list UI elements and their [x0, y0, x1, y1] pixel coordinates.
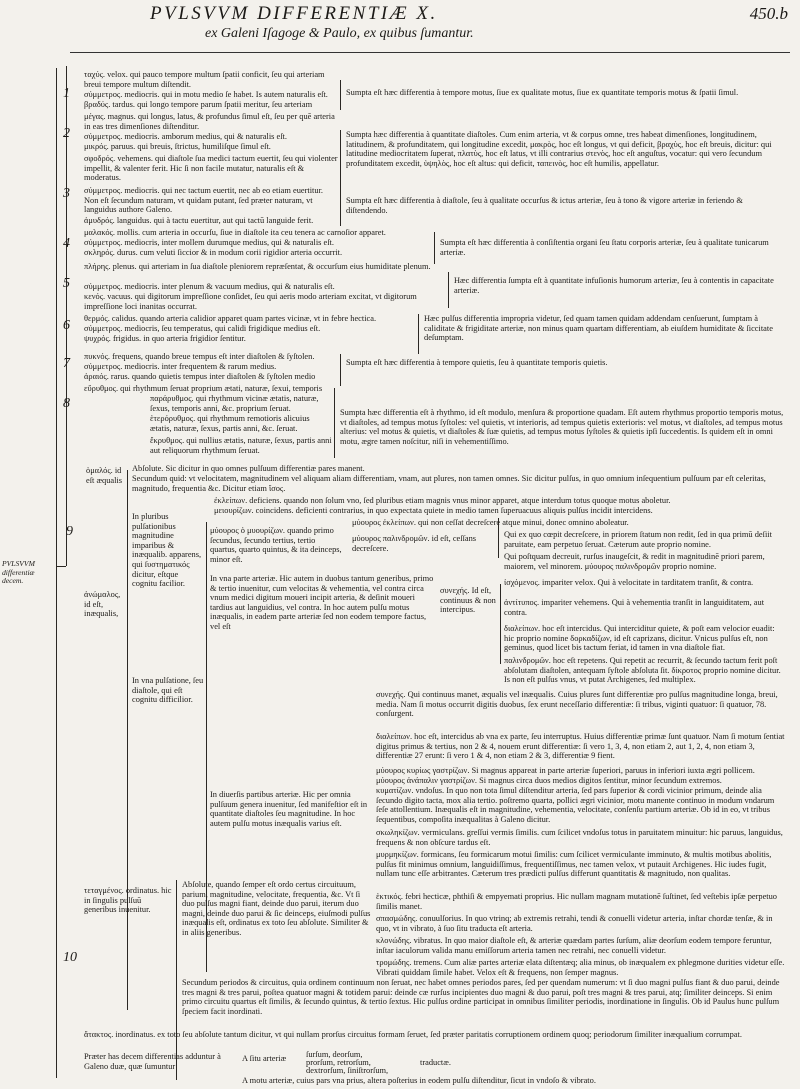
s9-pluribus: In pluribus pulſationibus magnitudine imparibus & inæqualib. apparens, qui ſυστηματικός dicitur, eſtque cognitu facilior.: [132, 512, 202, 589]
entry-velox: ταχύς. velox. qui pauco tempore multum ſpatii conficit, ſeu qui arteriam breui tempore multum diſtendit.: [84, 70, 325, 89]
s9-ischiomenos: ἰσχόμενος. impariter velox. Qui à velocitate in tarditatem tranſit, & contra.: [504, 578, 754, 587]
entry-ekrythmos: ἔκρυθμος. qui nullius ætatis, naturæ, ſexus, partis anni aut reliquorum rhythmum ſeruat.: [150, 436, 332, 455]
s9-una-pulsatione: In vna pulſatione, ſeu diaſtole, qui eſt cognitu difficilior.: [132, 676, 204, 705]
s9-continuus-note: Qui ex quo cœpit decreſcere, in priorem ſtatum non redit, ſed in qua primū deſiit paruitate, eam perpetuo ſeruat. Cæterum aute proprio nomine.: [504, 530, 772, 549]
s9-spasmodes: σπασμώδης. conuulſorius. In quo vtrinq; ab extremis retrahi, tendi & conuelli videtur arteria, inſtar chordæ tenſæ, & in quo, vt in vibrato, à ſuo ſitu traducta eſt arteria.: [376, 914, 773, 933]
entry-frequens: πυκνός. frequens, quando breue tempus eſt inter diaſtolen & ſyſtolen.: [84, 352, 315, 361]
s9-absolute: Abſolute. Sic dicitur in quo omnes pulſuum differentiæ pares manent.: [132, 464, 365, 473]
s9-myrmekizon: μυρμηκίζων. formicans, ſeu formicarum motui ſimilis: cum ſcilicet vermiculante imminuto, & multis motibus abolitis, pulſus fit minimus omnium, languidiſſimus, frequentiſſimus, nec tamen velox, vt putauit Archigenes. Hic iudes fugit, nullam tunc eſſe arbitrantes. Cæterum tres prædicti pulſus differunt quantitatis & magnitudo, non qualitas.: [376, 850, 772, 879]
entry-eurythmos: εὔρυθμος. qui rhythmum ſeruat proprium ætati, naturæ, ſexui, temporis: [84, 384, 323, 393]
footer-direction-1: ſurſum, deorſum,: [306, 1050, 363, 1059]
summary-1: Sumpta eſt hæc differentia à tempore motus, ſiue ex qualitate motus, ſiue ex quantitate temporis motus & ſpatii ſimul.: [346, 88, 739, 97]
summary-bracket-3: [340, 186, 341, 226]
number-2: 2: [63, 126, 70, 141]
s9-palindromos: μύουρος παλινδρομῶν. id eſt, ceſſans decreſcere.: [352, 534, 477, 553]
footer-motu: A motu arteriæ, cuius pars vna prius, altera poſterius in eodem pulſu diſtenditur, ſicut in vndoſo & vibrato.: [242, 1076, 596, 1085]
summary-bracket-7: [340, 354, 341, 386]
s9-ekleipon: μύουρος ἐκλείπων. qui non ceſſat decreſcere atque minui, donec omnino aboleatur.: [352, 518, 629, 527]
number-9: 9: [66, 524, 73, 539]
entry-vacuus: κενός. vacuus. qui digitorum impreſſione conſidet, ſeu qui aeris modo arteriam excitat, vt digitorum impreſſione loci inanitas occurrat.: [84, 292, 417, 311]
s9-hekticos: ἑκτικός. febri hecticæ, phthiſi & empyemati proprius. Hic nullam magnam mutationē ſuſtinet, ſed veſtebis ipſæ perpetuo ſimilis manet.: [376, 892, 777, 911]
entry-mediocris-1: σύμμετρος. mediocris. qui in motu medio ſe habet. Is autem naturalis eſt.: [84, 90, 328, 99]
entry-heterorythmos: ἑτερόρυθμος. qui rhythmum remotioris alicuius ætatis, naturæ, ſexus, partis anni, &c. ſeruat.: [150, 414, 310, 433]
una-parte-bracket: [500, 584, 501, 664]
summary-bracket-2: [340, 130, 341, 190]
summary-4: Sumpta eſt hæc differentia à conſiſtentia organi ſeu ſtatu corporis arteriæ, ſeu à qualitate tunicarum arteriæ.: [440, 238, 769, 257]
header-rule: [70, 52, 790, 53]
summary-5: Hæc differentia ſumpta eſt à quantitate infuſionis humorum arteriæ, ſeu à contentis in capacitate arteriæ.: [454, 276, 774, 295]
footer-traducta: traductæ.: [420, 1058, 451, 1067]
s9-coincidens: μειουρίζων. coincidens. deficienti contrarius, in quo expectata quiete in medio tamen ſuperuacuus aliquis pulſus incidit intercidens.: [214, 506, 653, 515]
number-1: 1: [63, 86, 70, 101]
s9-klonodes: κλονώδης. vibratus. In quo maior diaſtole eſt, & arteriæ quædam partes ſurſum, aliæ deorſum eodem tempore feruntur, inſtar iaculorum valida manu emiſſorum arteria tamen nec retrahi, nec conuelli videtur.: [376, 936, 772, 955]
entry-mediocris-5: σύμμετρος. mediocris. inter plenum & vacuum medius, qui & naturalis eſt.: [84, 282, 335, 291]
main-bracket-line: [56, 68, 57, 1078]
side-label: PVLSVVM differentiæ decem.: [2, 559, 35, 586]
entry-mollis: μαλακός. mollis. cum arteria in occurſu, ſiue in diaſtole ita ceu tenera ac carnoſior apparet.: [84, 228, 386, 237]
footer-situ: A ſitu arteriæ: [242, 1054, 287, 1063]
s9-antitypos: ἀντίτυπος. impariter vehemens. Qui à vehementia tranſit in languiditatem, aut contra.: [504, 598, 765, 617]
page-title: PVLSVVM DIFFERENTIÆ X.: [150, 3, 438, 24]
number-8: 8: [63, 396, 70, 411]
summary-2: Sumpta hæc differentia à quantitate diaſtoles. Cum enim arteria, vt & corpus omne, tres habeat dimenſiones, longitudinem, latitudinem, & profunditatem, qui longitudine excedit, μακρὸς, hoc eſt longus, vt qui deficit, βραχὺς, hoc eſt breuis, dicitur: qui latitudine mediocritatem ſuperat, πλατὺς, hoc eſt latus, vt illi contrarius στενὸς, hoc eſt anguſtus, vocatur: qui vero ſecundum profunditatem excedit, ὑψηλὸς, hoc eſt altus: qui deficit, ταπεινὸς, hoc eſt humilis, appellatur.: [346, 130, 772, 168]
s9-reversus: Qui poſtquam decreuit, rurſus inaugeſcit, & redit in magnitudinē priori parem, maiorem, vel minorem. μύουρος παλινδρομῶν proprio nomine.: [504, 552, 765, 571]
s9-gastrizon2: μύουρος ἀνάπαλιν γαστρίζων. Si magnus circa duos medios digitos ſentitur, minor ſecundum extremos.: [376, 776, 722, 785]
side-label-tick: [56, 566, 66, 567]
footer-intro: Præter has decem differentias adduntur à Galeno duæ, quæ ſumuntur: [84, 1052, 221, 1071]
number-3: 3: [63, 186, 70, 201]
s9-gastrizon: μύουρος κυρίως γαστρίζων. Si magnus appareat in parte arteriæ ſuperiori, paruus in inferiori iuxta ægri pollicem.: [376, 766, 755, 775]
s10-ordinatus: τεταγμένος. ordinatus. hic in ſingulis pulſuū generibus inuenitur.: [84, 886, 172, 915]
s9-palintoxos: παλινδρομῶν. hoc eſt repetens. Qui repetit ac recurrit, & ſecundo tactum ferit poſt abſolutam diaſtolen, antequam ſyſtole abſoluta ſit. δίκροτος proprio nomine dicitur. Is non eſt pulſus vnus, vt putat Archigenes, ſed multiplex.: [504, 656, 781, 685]
unequal-label: ἀνώμαλος, id eſt, inæqualis,: [84, 590, 121, 619]
s9-continuus-long: συνεχής. Qui continuus manet, æqualis vel inæqualis. Cuius plures ſunt differentiæ pro pulſus magnitudine longa, breui, media. Nam ſi motus occurrit digitis duobus, ſex erunt neceſſario differentiæ: ſi tribus, viginti quatuor: ſi quatuor, 78. conſurgent.: [376, 690, 778, 719]
s9-intercidens-long: διαλείπων. hoc eſt, intercidus ab vna ex parte, ſeu interruptus. Huius differentiæ primæ ſunt quatuor. Nam ſi motum ſentiat digitus primus & tertius, non 2 & 4, nouem erunt differentiæ: ſi vero 1, 3, 4, non etiam 2, aut 1, 2, 4, non etiam 3, differentiæ 27 erunt: ſi vero 1 & 4, non etiam 2 & 3, differentiæ 9 fient.: [376, 732, 785, 761]
footer-direction-3: dextrorſum, ſiniſtrorſum,: [306, 1066, 389, 1075]
s9-murus: μύουρος ὁ μυουρίζων. quando primo ſecundus, ſecundo tertius, tertio quartus, quarto quintus, & ita deinceps, minor eſt.: [210, 526, 342, 564]
entry-mediocris-3: σύμμετρος. mediocris. qui nec tactum euertit, nec ab eo etiam euertitur. Non eſt ſecundum naturam, vt quidam putant, ſed præter naturam, vt languidus authore Galeno.: [84, 186, 323, 215]
entry-mediocris-4: σύμμετρος. mediocris, inter mollem durumque medius, qui & naturalis eſt.: [84, 238, 334, 247]
entry-magnus: μέγας. magnus. qui longus, latus, & profundus ſimul eſt, ſeu per quē arteria in eas tres dimenſiones diſtenditur.: [84, 112, 335, 131]
footer-direction-2: prorſum, retrorſum,: [306, 1058, 371, 1067]
entry-languidus: ἀμυδρός. languidus. qui à tactu euertitur, aut qui tactū languide ferit.: [84, 216, 314, 225]
s9-tromodes: τρομώδης. tremens. Cum aliæ partes arteriæ elata diſtentæq; alia minus, ob inæqualem ex phlegmone durities videtur eſſe. Vibrati quiddam ſimile habet. Velox eſt & frequens, non ſemper magnus.: [376, 958, 785, 977]
entry-mediocris-2: σύμμετρος. mediocris. amborum medius, qui & naturalis eſt.: [84, 132, 287, 141]
section10-bracket: [176, 880, 177, 1080]
number-5: 5: [63, 276, 70, 291]
s9-dialeipon: διαλείπων. hoc eſt intercidus. Qui interciditur quiete, & poſt eam velocior euadit: hic proprio nomine δορκαδίζων, id eſt caprizans, dicitur. Vnicus pulſus eſt, non geminus, quod licet bis tactum feriat, id tamen in vna diaſtole fiat.: [504, 624, 775, 653]
s9-secundum: Secundum quid: vt velocitatem, magnitudinem vel aliquam aliam differentiam, vnam, aut plures, non tamen omnes. Sic dicitur pulſus, in quo omnium inſequentium pulſuum par eſt celeritas, magnitudo, frequentia &c. Dicitur etiam ἴσος.: [132, 474, 766, 493]
entry-paruus: μικρός. paruus. qui breuis, ſtrictus, humiliſque ſimul eſt.: [84, 142, 271, 151]
folio-number: 450.b: [749, 4, 788, 23]
entry-frigidus: ψυχρός. frigidus. in quo arteria frigidior ſentitur.: [84, 334, 246, 343]
page-subtitle: ex Galeni Iſagoge & Paulo, ex quibus ſumantur.: [205, 26, 474, 41]
summary-bracket-1: [340, 80, 341, 110]
s10-secundum: Secundum periodos & circuitus, quia ordinem continuum non ſeruat, nec habet omnes periodos pares, ſed per quendam numerum: vt ſi duo magni pulſus fiant & duo parui, deinde tres magni & tres parui, poſtea quatuor magni & totidem parui: deinde cæ rurſus incipientes duo magni & duo parui, poſt tres magni & tres parui, atq; ſimiliter deinceps. Si enim primo circuitu quartus eſt ſimilis, & ſecundo quintus, & tertio ſextus. Hic pulſus ordine participat in omnibus ſimiliter periodis, inordinatione in ſingulis. Ob id Paulus hunc pulſum ſpeciem facit inordinati.: [182, 978, 780, 1016]
summary-bracket-4: [434, 232, 435, 264]
s10-inordinatus: ἄτακτος. inordinatus. ex toto ſeu abſolute tantum dicitur, vt qui nullam prorſus circuitus formam ſeruet, ſed præter paritatis corruptionem ordinem quoq; periodorum ſimiliter inæqualium corrumpat.: [84, 1030, 742, 1039]
number-4: 4: [63, 236, 70, 251]
s9-kymatizon: κυματίζων. vndoſus. In quo non tota ſimul diſtenditur arteria, ſed pars ſuperior & cordi vicinior primum, deinde alia ſecundo digito tacta, mox alia tertio. poſtremo quarta, pollici ægri vicinior, motu manente continuo in modum vndarum ſeſe attollentium. Inæqualis eſt in magnitudine, vehementia, velocitate, conſenſu partium arteriæ. Ob id in eo, vt tribus ſequentibus, compoſita inæqualitas à Galeno dicitur.: [376, 786, 775, 824]
number-10: 10: [63, 950, 77, 965]
summary-bracket-5: [448, 272, 449, 308]
entry-durus: σκληρός. durus. cum veluti ſiccior & in modum corii rigidior arteria occurrit.: [84, 248, 343, 257]
page-header: [0, 0, 800, 56]
summary-8: Sumpta hæc differentia eſt à rhythmo, id eſt modulo, menſura & proportione quadam. Eſt autem rhythmus proportio temporis motus, vt diaſtoles, ad tempus motus ſyſtoles: vel quietis, vt interioris, ad tempus quietis exterioris: vel motus, vt diaſtoles, ad tempus motus alterius: vel motus & quietis, vt diaſtoles & ſuæ quietis, ad tempus motus ſyſtoles & quietis ipſi ſuccedentis. Is quidem eſt in omni motu, ægre tamen noſcitur, niſi in vehementiſſimo.: [340, 408, 784, 446]
entry-pararythmos: παράρυθμος. qui rhythmum vicinæ ætatis, naturæ, ſexus, temporis anni, &c. proprium ſeruat.: [150, 394, 319, 413]
summary-6: Hæc pulſus differentia impropria videtur, ſed quam tamen quidam addendam cenſuerunt, ſumptam à caliditate & frigiditate arteriæ, non minus quam quartam differentiam, ab eiuſdem humiditate & ſiccitate deſumptam.: [424, 314, 773, 343]
entry-vehemens: σφοδρός. vehemens. qui diaſtole ſua medici tactum euertit, ſeu qui violenter impellit, & valenter ferit. Hic ſi non facile mutatur, naturalis eſt & moderatus.: [84, 154, 338, 183]
entry-tardus: βραδύς. tardus. qui longo tempore parum ſpatii meritur, ſeu arteriam: [84, 100, 313, 109]
s10-absolute: Abſolute, quando ſemper eſt ordo certus circuituum, parium, magnitudine, velocitate, frequentia, &c. Vt ſi duo pulſus magni fiant, deinde duo parui, iterum duo magni, deinde duo parui & ſic deinceps, eiuſmodi pulſus inæqualis eſt, ordinatus ex toto ſeu abſolute. Similiter & in aliis generibus.: [182, 880, 371, 937]
summary-3: Sumpta eſt hæc differentia à diaſtole, ſeu à qualitate occurſus & ictus arteriæ, ſeu à tono & vigore arteriæ in feriendo & diſtendendo.: [346, 196, 743, 215]
summary-7: Sumpta eſt hæc differentia à tempore quietis, ſeu à quantitate temporis quietis.: [346, 358, 608, 367]
s9-deficiens: ἐκλείπων. deficiens. quando non ſolum vno, ſed pluribus etiam magnis vnus minor apparet, atque interdum totus quoque motus aboletur.: [214, 496, 671, 505]
number-7: 7: [63, 356, 70, 371]
summary-bracket-6: [418, 314, 419, 354]
s9-una-parte: In vna parte arteriæ. Hic autem in duobus tantum generibus, primo & tertio inuenitur, cum velocitas & vehementia, vel contra circa vnum medici digitum moueri incipit arteria, & deſinit moueri tardius aut languidius, vel contra. In hoc autem pulſu motus inæqualis, in eadem parte arteriæ ſed non eodem tempore factus, vel eſt: [210, 574, 434, 631]
entry-calidus: θερμός. calidus. quando arteria calidior apparet quam partes vicinæ, vt in febre hectica.: [84, 314, 377, 323]
s9-synechis: συνεχής. Id eſt, continuus & non intercipus.: [440, 586, 496, 615]
s9-diversis: In diuerſis partibus arteriæ. Hic per omnia pulſuum genera inuenitur, ſed manifeſtior eſt in quantitate diaſtoles ſeu magnitudine. In hoc autem pulſu motus inæqualis varius eſt.: [210, 790, 368, 828]
entry-mediocris-6: σύμμετρος. mediocris, ſeu temperatus, qui calidi frigidique medius eſt.: [84, 324, 321, 333]
s9-skolekizon: σκωληκίζων. vermiculans. greſſui vermis ſimilis. cum ſcilicet vndoſus totus in paruitatem minuitur: hic paruus, languidus, frequens & non obſcure tardus eſt.: [376, 828, 783, 847]
entry-rarus: ἀραιός. rarus. quando quietis tempus inter diaſtolen & ſyſtolen medio: [84, 372, 316, 381]
number-6: 6: [63, 318, 70, 333]
equal-label: ὁμαλός. id eſt æqualis: [86, 466, 123, 485]
section9-bracket: [127, 470, 128, 1010]
summary-bracket-8: [334, 388, 335, 458]
entry-mediocris-7: σύμμετρος. mediocris. inter frequentem & rarum medius.: [84, 362, 277, 371]
entry-plenus: πλήρης. plenus. qui arteriam in ſua diaſtole pleniorem repræſentat, & occurſum eius humiditate plenum.: [84, 262, 431, 271]
